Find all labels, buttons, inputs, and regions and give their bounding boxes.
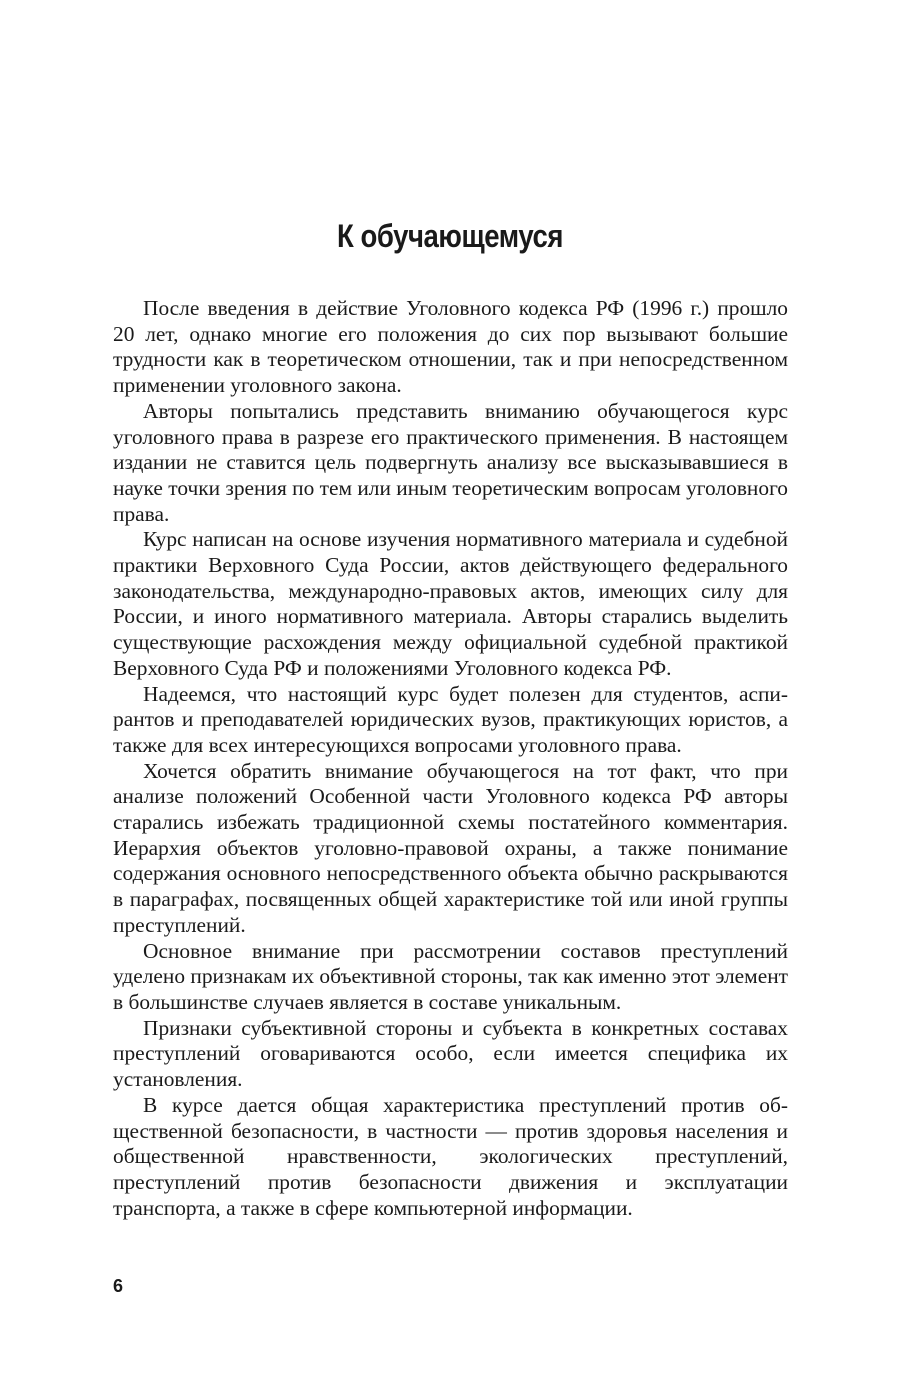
paragraph: Курс написан на основе изучения нормативного материала и судебной практики Верховного Суда России, актов действующего федерального законодательства, международно-правовых актов, имеющих силу для России, и иного нормативного материала. Авторы старались выделить существующие расхождения между официальной судебной практикой Верховного Суда РФ и положениями Уголовного кодекса РФ. [113, 527, 788, 680]
body-text [113, 296, 788, 1221]
paragraph: Признаки субъективной стороны и субъекта в конкретных составах преступлений оговариваются особо, если имеется специфика их установления. [113, 1015, 788, 1092]
paragraph: После введения в действие Уголовного кодекса РФ (1996 г.) прошло 20 лет, однако многие его положения до сих пор вызывают большие трудности как в теоретическом отношении, так и при непосредственном применении уголовного закона. [113, 296, 788, 398]
page-number: 6 [113, 1276, 124, 1296]
paragraph: Хочется обратить внимание обучающегося на тот факт, что при анализе положений Особенной части Уголовного кодекса РФ авторы старались избежать традиционной схемы постатейного комментария. Иерархия объектов уголовно-правовой охраны, а также понимание содержания основного непосредственного объекта обычно раскрываются в параграфах, посвященных общей характеристике той или иной группы преступлений. [113, 758, 788, 937]
paragraph: В курсе дается общая характеристика преступлений против общественной безопасности, в частности — против здоровья населения и общественной нравственности, экологических преступлений, преступлений против безопасности движения и эксплуатации транспорта, а также в сфере компьютерной информации. [113, 1092, 788, 1220]
paragraph: Основное внимание при рассмотрении составов преступлений уделено признакам их объективной стороны, так как именно этот элемент в большинстве случаев является в составе уникальным. [113, 938, 788, 1014]
paragraph: Авторы попытались представить вниманию обучающегося курс уголовного права в разрезе его практического применения. В настоящем издании не ставится цель подвергнуть анализу все высказывавшиеся в науке точки зрения по тем или иным теоретическим вопросам уголовного права. [113, 398, 788, 526]
paragraph: Надеемся, что настоящий курс будет полезен для студентов, аспирантов и преподавателей юридических вузов, практикующих юристов, а также для всех интересующихся вопросами уголовного права. [113, 681, 788, 757]
page-title: К обучающемуся [336, 218, 564, 254]
